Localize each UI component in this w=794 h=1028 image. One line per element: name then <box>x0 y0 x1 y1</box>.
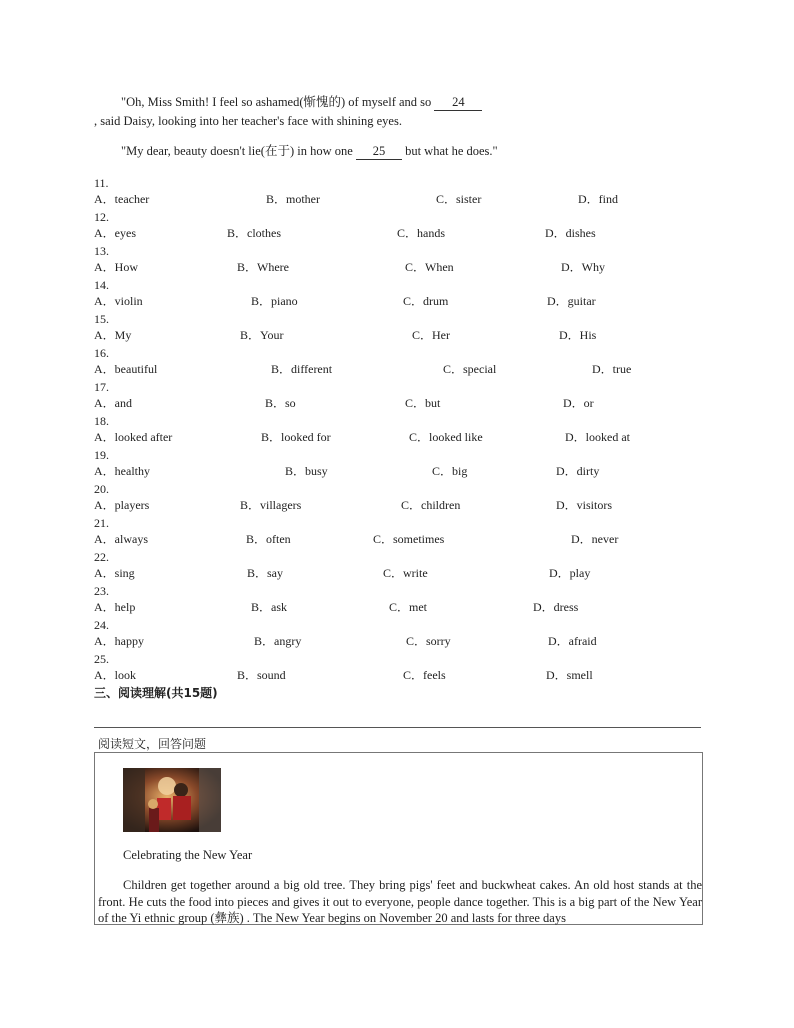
passage-line-3 <box>121 143 498 160</box>
passage-line-1 <box>121 94 482 111</box>
question-number: 18. <box>94 414 109 428</box>
option-d: D．true <box>592 362 632 376</box>
passage-text: but what he does." <box>405 144 498 158</box>
option-b: B．mother <box>266 192 320 206</box>
reading-body: Children get together around a big old tree. They bring pigs' feet and buckwheat cakes. An old host stands at the front. He cuts the food into pieces and gives it out to everyone, people dance together. This is a big part of the New Year of the Yi ethnic group (彝族) . The New Year begins on November 20 and lasts for three days <box>98 878 702 925</box>
option-c: C．sorry <box>406 634 451 648</box>
option-c: C．sister <box>436 192 482 206</box>
option-b: B．villagers <box>240 498 302 512</box>
divider <box>94 727 701 728</box>
reading-instruction: 阅读短文，回答问题 <box>98 737 207 751</box>
blank-25: 25 <box>356 143 402 160</box>
option-d: D．dirty <box>556 464 600 478</box>
option-b: B．Where <box>237 260 289 274</box>
passage-line-2: , said Daisy, looking into her teacher's face with shining eyes. <box>94 114 402 128</box>
question-number: 19. <box>94 448 109 462</box>
option-d: D．His <box>559 328 597 342</box>
option-b: B．looked for <box>261 430 331 444</box>
section-heading: 三、阅读理解(共15题) <box>94 686 218 700</box>
blank-24: 24 <box>434 94 482 111</box>
option-d: D．visitors <box>556 498 613 512</box>
option-d: D．dress <box>533 600 579 614</box>
new-year-photo <box>123 768 221 832</box>
question-number: 20. <box>94 482 109 496</box>
option-d: D．Why <box>561 260 605 274</box>
option-c: C．drum <box>403 294 449 308</box>
option-b: B．different <box>271 362 333 376</box>
option-d: D．or <box>563 396 594 410</box>
option-a: A．looked after <box>94 430 173 444</box>
reading-title: Celebrating the New Year <box>123 848 253 862</box>
option-c: C．met <box>389 600 427 614</box>
option-a: A．eyes <box>94 226 136 240</box>
question-number: 23. <box>94 584 109 598</box>
option-a: A．sing <box>94 566 135 580</box>
option-b: B．say <box>247 566 284 580</box>
question-number: 22. <box>94 550 109 564</box>
option-c: C．write <box>383 566 428 580</box>
option-a: A．My <box>94 328 132 342</box>
question-number: 14. <box>94 278 109 292</box>
option-c: C．children <box>401 498 461 512</box>
option-d: D．guitar <box>547 294 596 308</box>
option-d: D．never <box>571 532 619 546</box>
option-c: C．but <box>405 396 441 410</box>
option-a: A．violin <box>94 294 143 308</box>
option-d: D．find <box>578 192 618 206</box>
option-b: B．so <box>265 396 296 410</box>
option-b: B．often <box>246 532 291 546</box>
option-d: D．smell <box>546 668 593 682</box>
option-a: A．beautiful <box>94 362 158 376</box>
option-b: B．Your <box>240 328 284 342</box>
option-c: C．feels <box>403 668 446 682</box>
option-a: A．help <box>94 600 136 614</box>
question-number: 24. <box>94 618 109 632</box>
option-a: A．and <box>94 396 132 410</box>
passage-text: "My dear, beauty doesn't lie(在于) in how one <box>121 144 353 158</box>
option-c: C．sometimes <box>373 532 445 546</box>
option-a: A．look <box>94 668 137 682</box>
option-d: D．dishes <box>545 226 596 240</box>
option-d: D．play <box>549 566 591 580</box>
option-d: D．afraid <box>548 634 597 648</box>
option-a: A．happy <box>94 634 144 648</box>
option-a: A．players <box>94 498 150 512</box>
option-a: A．teacher <box>94 192 150 206</box>
option-b: B．busy <box>285 464 328 478</box>
option-c: C．special <box>443 362 497 376</box>
question-number: 12. <box>94 210 109 224</box>
question-number: 15. <box>94 312 109 326</box>
option-c: C．When <box>405 260 454 274</box>
option-a: A．healthy <box>94 464 150 478</box>
question-number: 21. <box>94 516 109 530</box>
question-number: 17. <box>94 380 109 394</box>
option-a: A．always <box>94 532 148 546</box>
option-c: C．hands <box>397 226 446 240</box>
option-b: B．clothes <box>227 226 281 240</box>
option-c: C．looked like <box>409 430 483 444</box>
photo-illustration <box>123 768 221 832</box>
option-b: B．sound <box>237 668 286 682</box>
option-b: B．ask <box>251 600 288 614</box>
option-b: B．angry <box>254 634 302 648</box>
option-d: D．looked at <box>565 430 630 444</box>
option-c: C．Her <box>412 328 450 342</box>
option-a: A．How <box>94 260 138 274</box>
question-number: 13. <box>94 244 109 258</box>
passage-text: "Oh, Miss Smith! I feel so ashamed(惭愧的) of myself and so <box>121 95 432 109</box>
option-b: B．piano <box>251 294 298 308</box>
option-c: C．big <box>432 464 468 478</box>
question-number: 25. <box>94 652 109 666</box>
question-number: 11. <box>94 176 109 190</box>
question-number: 16. <box>94 346 109 360</box>
